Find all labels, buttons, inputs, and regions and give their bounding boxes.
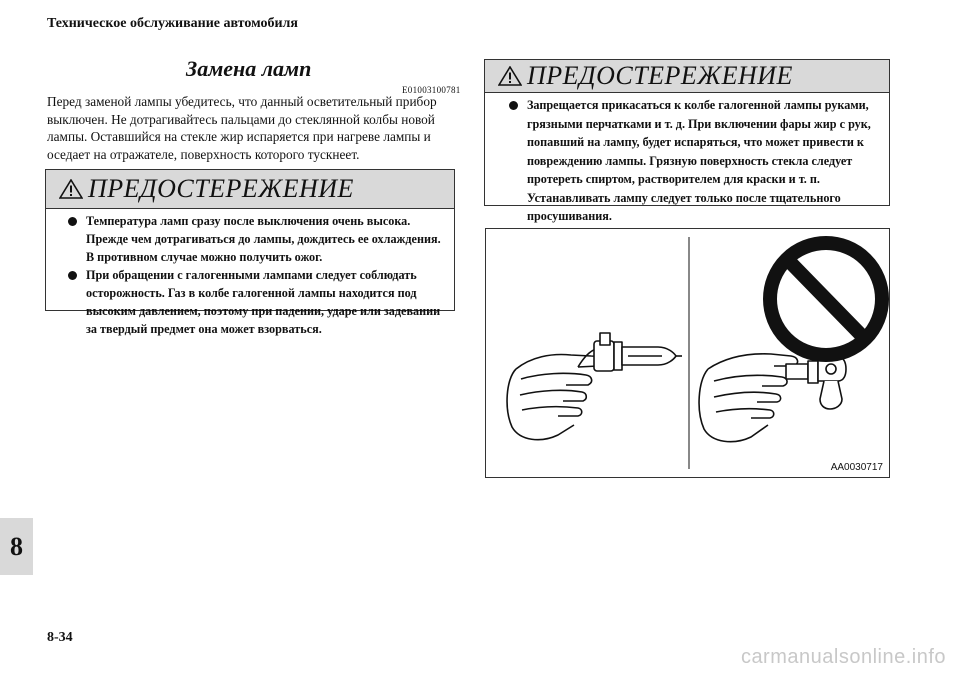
warning-header: [46, 170, 454, 209]
hand-holding-base-left: [507, 333, 682, 440]
warning-item: Запрещается прикасаться к колбе галогенной лампы руками, грязными перчатками и т. д. При включении фары жир с рук, попавший на лампу, будет испаряться, что может привести к повреждению лампы. Грязную поверхность стекла следует протереть спиртом, растворителем для краски и т. п. Устанавливать лампу следует только после тщательного просушивания.: [509, 96, 881, 226]
running-header: Техническое обслуживание автомобиля: [47, 16, 298, 31]
warning-header: [485, 60, 889, 93]
warning-body: [485, 93, 889, 232]
warning-item: При обращении с галогенными лампами следует соблюдать осторожность. Газ в колбе галогенной лампы находится под высоким давлением, поэтому при падении, ударе или задевании за твердый предмет она может взорваться.: [68, 266, 446, 338]
warning-heading: ПРЕДОСТЕРЕЖЕНИЕ: [88, 174, 354, 203]
hand-touching-glass-right: [699, 354, 846, 442]
warning-heading: ПРЕДОСТЕРЕЖЕНИЕ: [527, 61, 793, 90]
warning-box-left: [45, 169, 455, 336]
prohibition-icon: [770, 243, 882, 355]
watermark: carmanualsonline.info: [740, 646, 946, 668]
intro-paragraph: Перед заменой лампы убедитесь, что данный осветительный прибор выключен. Не дотрагивайтесь пальцами до стеклянной колбы новой лампы. Оставшийся на стекле жир испаряется при нагреве лампы и оседает на отражателе, поверхность которого тускнеет.: [47, 94, 437, 162]
warning-body: [46, 209, 454, 344]
bulb-handling-drawing: [486, 229, 889, 477]
bullet-icon: [68, 217, 77, 226]
warning-triangle-icon: [59, 179, 83, 199]
warning-triangle-icon: [498, 66, 522, 86]
bullet-icon: [68, 271, 77, 280]
section-title: Замена ламп: [186, 56, 312, 81]
bulb-handling-illustration: [485, 228, 890, 478]
section-code: E01003100781: [402, 85, 461, 95]
page-number: 8-34: [47, 630, 73, 645]
bullet-icon: [509, 101, 518, 110]
warning-item: Температура ламп сразу после выключения очень высока. Прежде чем дотрагиваться до лампы, дождитесь ее охлаждения. В противном случае можно получить ожог.: [68, 212, 446, 266]
chapter-tab: 8: [0, 518, 33, 575]
figure-code: AA0030717: [830, 462, 883, 473]
warning-box-right: [484, 59, 890, 223]
